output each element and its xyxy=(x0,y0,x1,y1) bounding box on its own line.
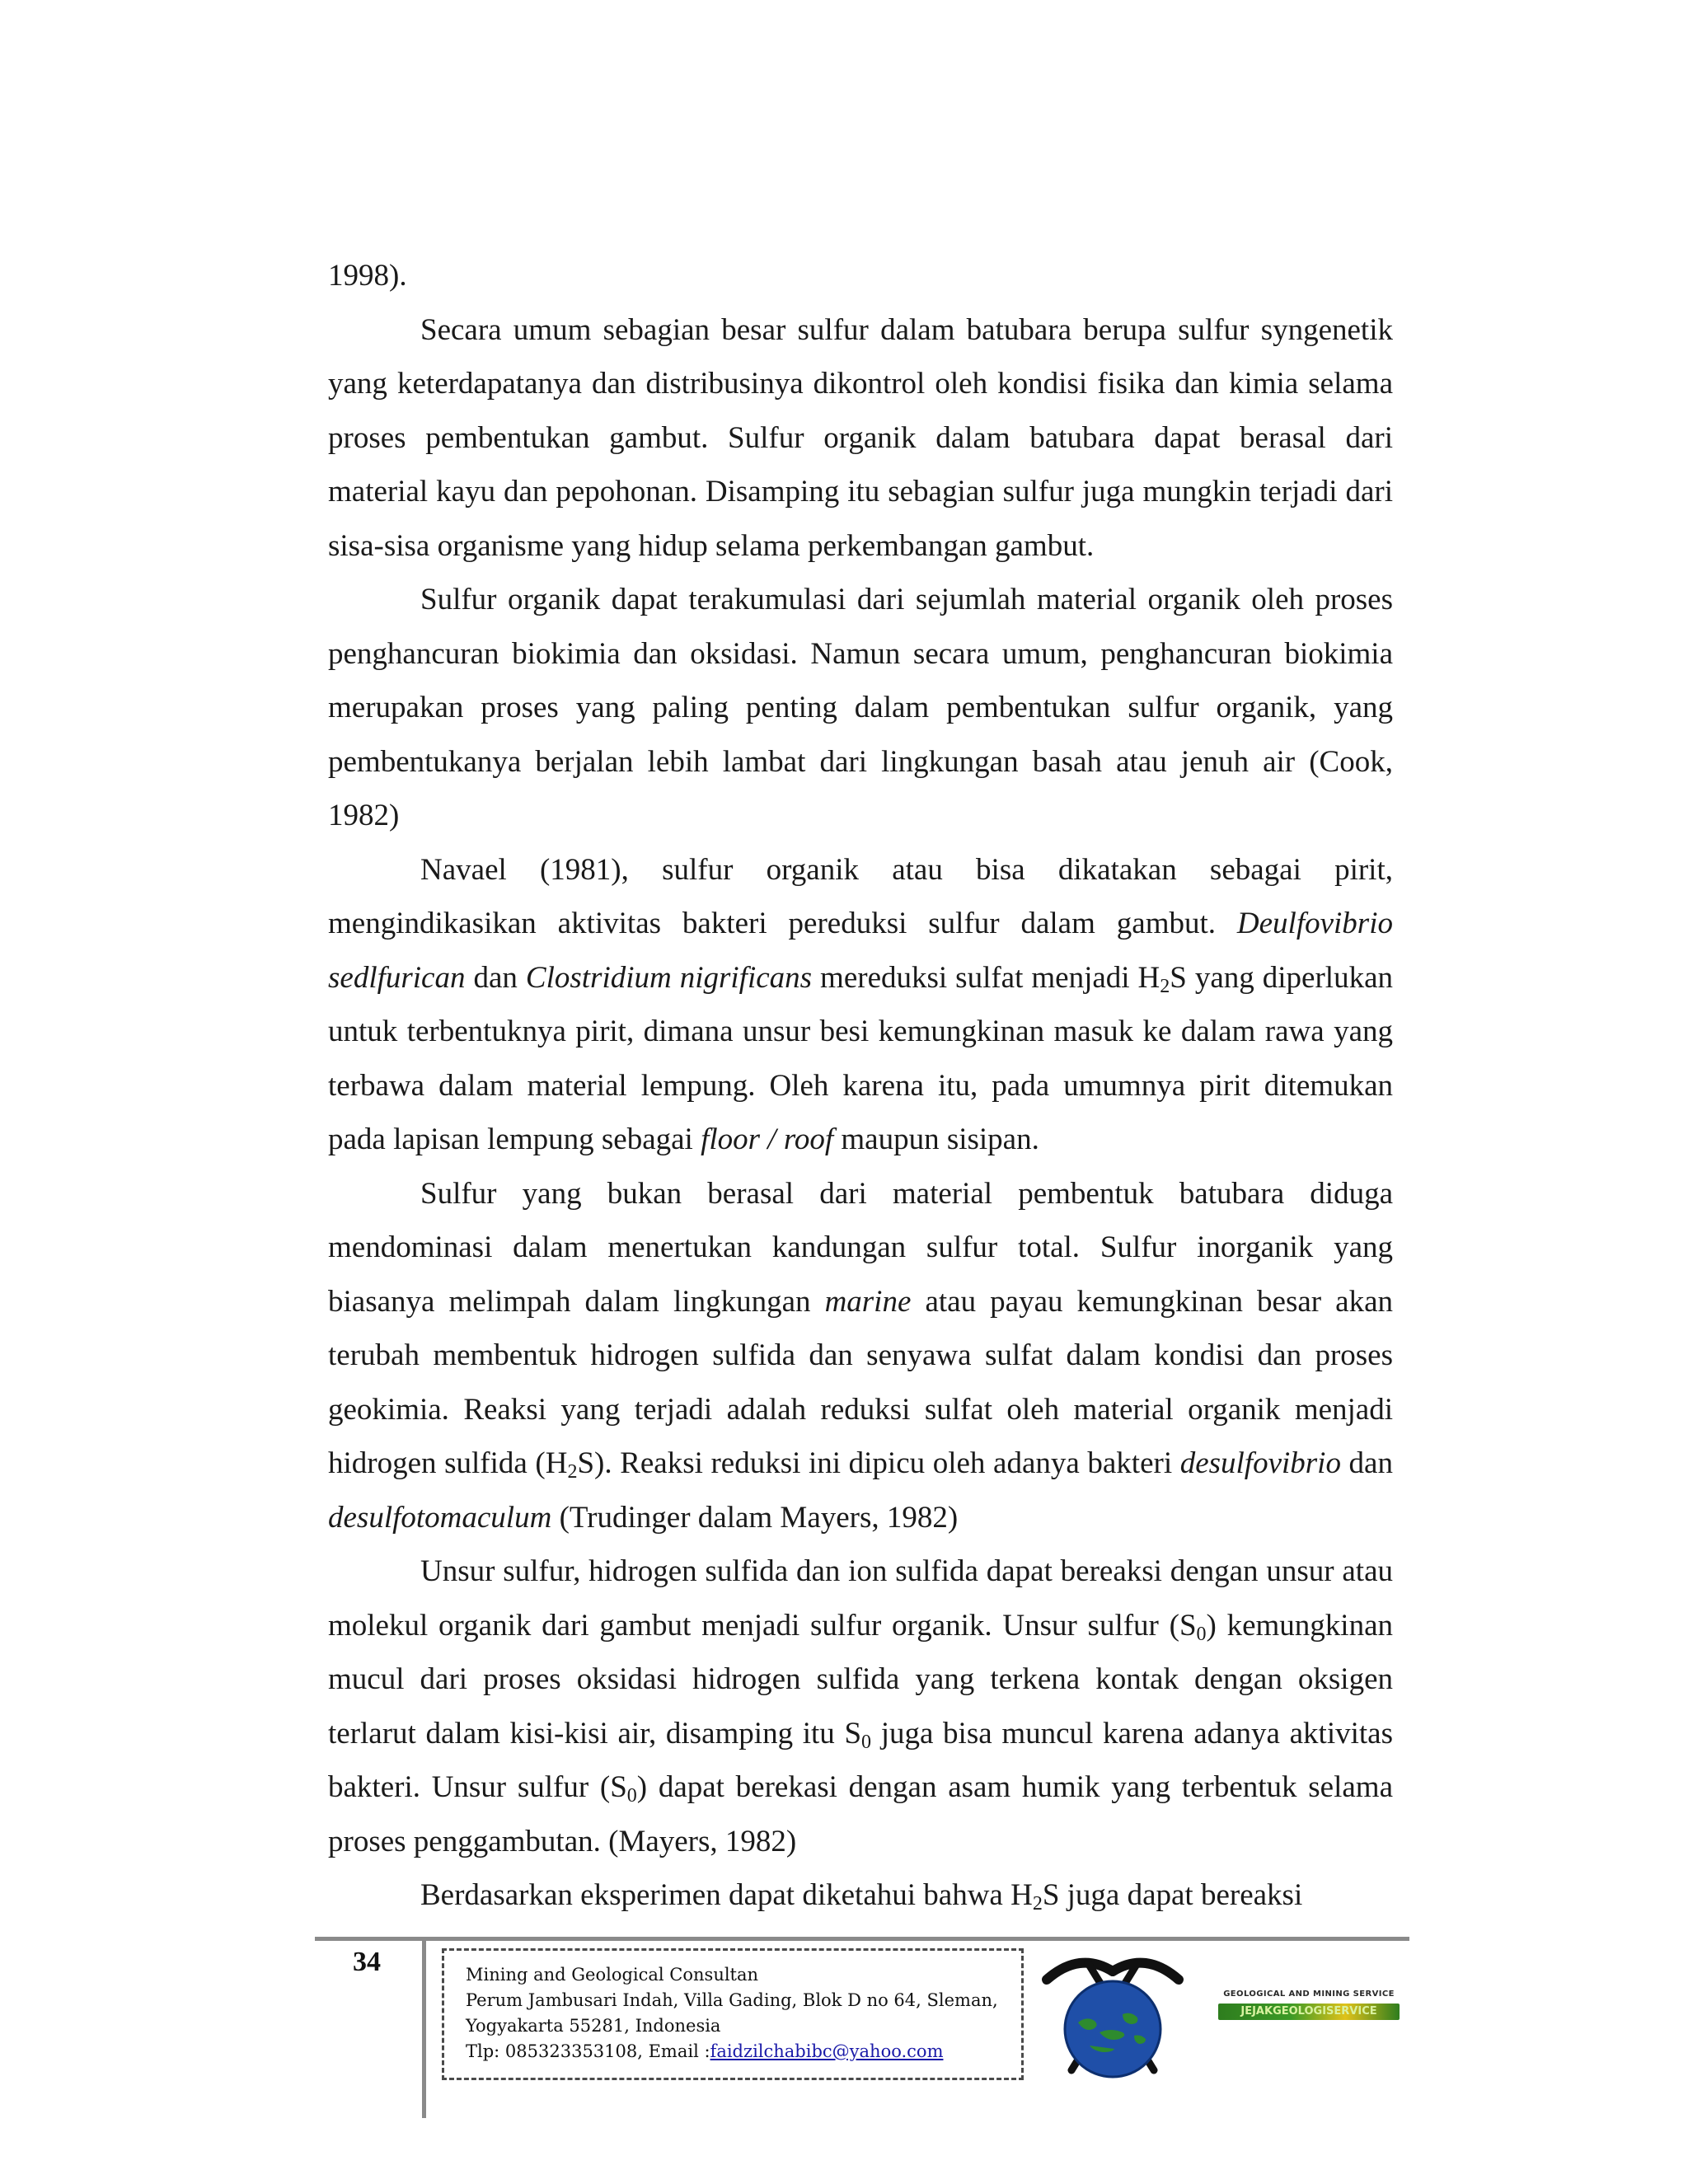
paragraph-5-text: ) kemungkinan mucul dari proses oksidasi hidrogen sulfida yang terkena kontak dengan oksigen terlarut dalam kisi-kisi air, disamping itu S xyxy=(328,1608,1393,1750)
paragraph-3 xyxy=(328,843,1393,1167)
pickaxe-globe-icon xyxy=(1030,1947,1195,2087)
paragraph-4-text: atau payau kemungkinan besar akan terubah membentuk hidrogen sulfida dan senyawa sulfat dalam kondisi dan proses geokimia. Reaksi yang terjadi adalah reduksi sulfat oleh material organik menjadi hidrogen sulfida (H xyxy=(328,1284,1393,1480)
paragraph-0 xyxy=(328,249,1393,303)
subscript: 2 xyxy=(1032,1893,1043,1915)
paragraph-6-text: S juga dapat bereaksi xyxy=(1042,1878,1303,1912)
paragraph-5-text: ) dapat berekasi dengan asam humik yang terbentuk selama proses penggambutan. (Mayers, 1982) xyxy=(328,1770,1393,1858)
brand-banner xyxy=(1218,1990,1400,2039)
paragraph-3-text: dan xyxy=(465,960,526,995)
subscript: 2 xyxy=(567,1461,578,1483)
contact-phone: Tlp: 085323353108, Email : xyxy=(466,2041,710,2061)
footer-divider xyxy=(315,1937,1409,1941)
paragraph-4 xyxy=(328,1167,1393,1545)
paragraph-3-text: S yang diperlukan untuk terbentuknya pirit, dimana unsur besi kemungkinan masuk ke dalam rawa yang terbawa dalam material lempung. Oleh karena itu, pada umumnya pirit ditemukan pada lapisan lempung sebagai xyxy=(328,960,1393,1156)
paragraph-3-text: maupun sisipan. xyxy=(833,1122,1039,1156)
footer-vertical-divider xyxy=(422,1941,426,2118)
paragraph-1 xyxy=(328,303,1393,574)
contact-company: Mining and Geological Consultan xyxy=(466,1965,759,1985)
contact-box xyxy=(442,1948,1024,2080)
paragraph-5-text: Unsur sulfur, hidrogen sulfida dan ion sulfida dapat bereaksi dengan unsur atau molekul organik dari gambut menjadi sulfur organik. Unsur sulfur (S xyxy=(328,1554,1393,1643)
contact-address-line-2: Yogyakarta 55281, Indonesia xyxy=(466,2016,721,2036)
contact-address-line-1: Perum Jambusari Indah, Villa Gading, Blok D no 64, Sleman, xyxy=(466,1990,998,2010)
company-logo xyxy=(1030,1947,1195,2087)
paragraph-2-text: Sulfur organik dapat terakumulasi dari sejumlah material organik oleh proses penghancuran biokimia dan oksidasi. Namun secara umum, penghancuran biokimia merupakan proses yang paling penting dalam pembentukan sulfur organik, yang pembentukanya berjalan lebih lambat dari lingkungan basah atau jenuh air (Cook, 1982) xyxy=(328,583,1393,832)
contact-phone-email xyxy=(466,2039,1010,2064)
subscript: 0 xyxy=(861,1731,872,1753)
paragraph-6 xyxy=(328,1868,1393,1923)
page-body xyxy=(328,249,1393,1923)
paragraph-4-text: S). Reaksi reduksi ini dipicu oleh adanya bakteri xyxy=(577,1446,1180,1480)
subscript: 2 xyxy=(1160,975,1170,997)
brand-name: JEJAKGEOLOGISERVICE xyxy=(1218,2004,1400,2020)
paragraph-2 xyxy=(328,573,1393,843)
paragraph-1-text: Secara umum sebagian besar sulfur dalam batubara berupa sulfur syngenetik yang keterdapatanya dan distribusinya dikontrol oleh kondisi fisika dan kimia selama proses pembentukan gambut. Sulfur organik dalam batubara dapat berasal dari material kayu dan pepohonan. Disamping itu sebagian sulfur juga mungkin terjadi dari sisa-sisa organisme yang hidup selama perkembangan gambut. xyxy=(328,312,1393,563)
italic-term-floor-roof: floor / roof xyxy=(701,1122,834,1156)
species-name-desulfovibrio: desulfovibrio xyxy=(1179,1446,1341,1480)
email-link[interactable]: faidzilchabibc@yahoo.com xyxy=(710,2041,944,2061)
paragraph-0-text: 1998). xyxy=(328,259,407,293)
paragraph-4-text: Sulfur yang bukan berasal dari material pembentuk batubara diduga mendominasi dalam menertukan kandungan sulfur total. Sulfur inorganik yang biasanya melimpah dalam lingkungan xyxy=(328,1176,1393,1319)
paragraph-5 xyxy=(328,1544,1393,1868)
paragraph-3-text: Navael (1981), sulfur organik atau bisa dikatakan sebagai pirit, mengindikasikan aktivitas bakteri pereduksi sulfur dalam gambut. xyxy=(328,852,1393,940)
page-number: 34 xyxy=(353,1947,381,1977)
brand-tagline: GEOLOGICAL AND MINING SERVICE xyxy=(1223,1990,1395,1999)
species-name-desulfotomaculum: desulfotomaculum xyxy=(328,1500,552,1535)
paragraph-5-text: juga bisa muncul karena adanya aktivitas bakteri. Unsur sulfur (S xyxy=(328,1716,1393,1804)
species-name-clostridium: Clostridium nigrificans xyxy=(525,960,813,995)
paragraph-4-text: dan xyxy=(1340,1446,1393,1480)
species-name-deulfovibrio: Deulfovibrio sedlfurican xyxy=(328,907,1393,995)
paragraph-6-text: Berdasarkan eksperimen dapat diketahui bahwa H xyxy=(420,1878,1033,1912)
italic-term-marine: marine xyxy=(824,1284,912,1319)
paragraph-3-text: mereduksi sulfat menjadi H xyxy=(812,960,1160,995)
subscript: 0 xyxy=(626,1785,637,1807)
subscript: 0 xyxy=(1196,1623,1207,1645)
paragraph-4-text: (Trudinger dalam Mayers, 1982) xyxy=(551,1500,959,1535)
